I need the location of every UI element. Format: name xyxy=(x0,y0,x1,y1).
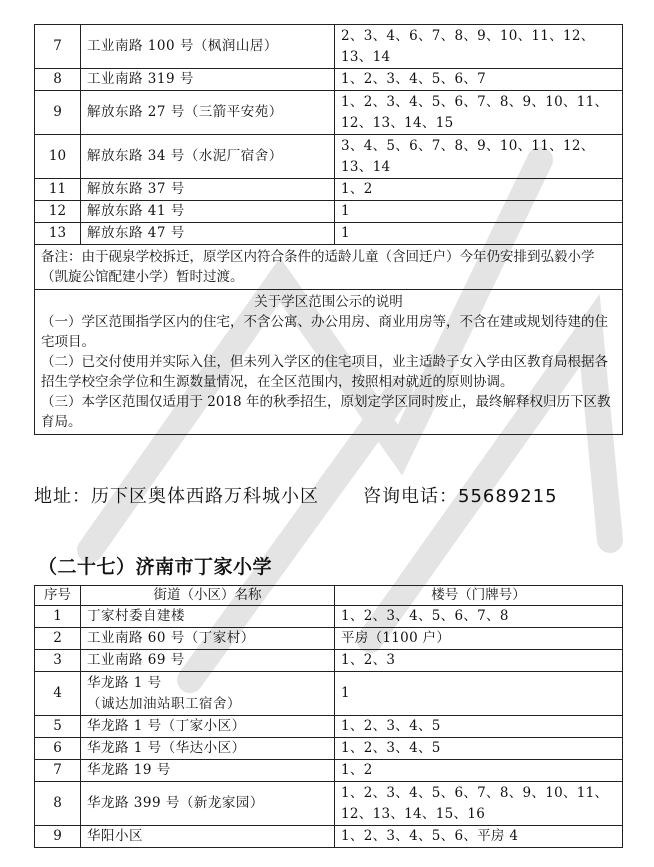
building-numbers: 3、4、5、6、7、8、9、10、11、12、13、14 xyxy=(335,135,623,179)
table-row xyxy=(35,25,623,69)
street-name: 华龙路 1 号（华达小区） xyxy=(81,738,335,760)
row-number: 4 xyxy=(35,672,81,716)
table-row xyxy=(35,760,623,782)
table-row xyxy=(35,738,623,760)
street-name: 华龙路 1 号 xyxy=(87,674,162,691)
building-numbers: 1、2 xyxy=(335,760,623,782)
header-building-numbers: 楼号（门牌号） xyxy=(335,586,623,606)
table-row xyxy=(35,606,623,628)
district-table-continued xyxy=(34,24,623,435)
row-number: 7 xyxy=(35,760,81,782)
contact-line xyxy=(34,482,558,508)
street-name: 解放东路 41 号 xyxy=(81,201,335,223)
street-name: 工业南路 60 号（丁家村） xyxy=(81,628,335,650)
street-name: 工业南路 100 号（枫润山居） xyxy=(81,25,335,69)
remark-row xyxy=(35,245,623,290)
street-name: 华阳小区 xyxy=(81,826,335,848)
row-number: 6 xyxy=(35,738,81,760)
notice-paragraph-1: （一）学区范围指学区内的住宅，不含公寓、办公用房、商业用房等，不含在建或规划待建的住宅项目。 xyxy=(41,314,608,350)
street-name: 解放东路 37 号 xyxy=(81,179,335,201)
building-numbers: 1、2、3、4、5、6、7 xyxy=(335,69,623,91)
row-number: 9 xyxy=(35,91,81,135)
table-row xyxy=(35,135,623,179)
table-row xyxy=(35,223,623,245)
building-numbers: 1、2 xyxy=(335,179,623,201)
street-name: 解放东路 47 号 xyxy=(81,223,335,245)
row-number: 13 xyxy=(35,223,81,245)
table-row xyxy=(35,716,623,738)
building-numbers: 1 xyxy=(335,223,623,245)
building-numbers: 1、2、3、4、5、6、7、8、9、10、11、12、13、14、15、16 xyxy=(335,782,623,826)
building-numbers: 平房（1100 户） xyxy=(335,628,623,650)
building-numbers: 2、3、4、6、7、8、9、10、11、12、13、14 xyxy=(335,25,623,69)
school-address: 地址：历下区奥体西路万科城小区 xyxy=(34,486,319,507)
building-numbers: 1、2、3 xyxy=(335,650,623,672)
building-numbers: 1 xyxy=(335,672,623,716)
remark-text: 备注：由于砚泉学校拆迁，原学区内符合条件的适龄儿童（含回迁户）今年仍安排到弘毅小学（凯旋公馆配建小学）暂时过渡。 xyxy=(35,245,623,290)
row-number: 7 xyxy=(35,25,81,69)
building-numbers: 1、2、3、4、5、6、7、8、9、10、11、12、13、14、15 xyxy=(335,91,623,135)
table-row xyxy=(35,628,623,650)
notice-title: 关于学区范围公示的说明 xyxy=(254,294,403,310)
row-number: 5 xyxy=(35,716,81,738)
header-street-name: 街道（小区）名称 xyxy=(81,586,335,606)
table-row xyxy=(35,201,623,223)
street-name: 华龙路 1 号（丁家小区） xyxy=(81,716,335,738)
building-numbers: 1、2、3、4、5、6、平房 4 xyxy=(335,826,623,848)
consult-phone: 咨询电话：55689215 xyxy=(363,486,558,507)
row-number: 8 xyxy=(35,69,81,91)
street-name: 工业南路 319 号 xyxy=(81,69,335,91)
table-row xyxy=(35,179,623,201)
street-name: 工业南路 69 号 xyxy=(81,650,335,672)
row-number: 3 xyxy=(35,650,81,672)
street-name: 解放东路 34 号（水泥厂宿舍） xyxy=(81,135,335,179)
district-table xyxy=(34,585,623,848)
street-name-detail: （诚达加油站职工宿舍） xyxy=(87,695,241,712)
table-row xyxy=(35,826,623,848)
row-number: 8 xyxy=(35,782,81,826)
row-number: 1 xyxy=(35,606,81,628)
table-row xyxy=(35,782,623,826)
table-row xyxy=(35,91,623,135)
table-header-row xyxy=(35,586,623,606)
row-number: 10 xyxy=(35,135,81,179)
notice-row xyxy=(35,290,623,435)
notice-paragraph-3: （三）本学区范围仅适用于 2018 年的秋季招生，原划定学区同时废止，最终解释权归历下区教育局。 xyxy=(41,394,611,430)
building-numbers: 1、2、3、4、5、6、7、8 xyxy=(335,606,623,628)
street-name: 华龙路 19 号 xyxy=(81,760,335,782)
section-title: （二十七）济南市丁家小学 xyxy=(38,556,273,578)
table-row xyxy=(35,672,623,716)
row-number: 12 xyxy=(35,201,81,223)
building-numbers: 1、2、3、4、5 xyxy=(335,716,623,738)
street-name: 丁家村委自建楼 xyxy=(81,606,335,628)
row-number: 9 xyxy=(35,826,81,848)
row-number: 2 xyxy=(35,628,81,650)
notice-cell xyxy=(35,290,623,435)
street-name: 华龙路 399 号（新龙家园） xyxy=(81,782,335,826)
table-row xyxy=(35,650,623,672)
row-number: 11 xyxy=(35,179,81,201)
notice-paragraph-2: （二）已交付使用并实际入住，但未列入学区的住宅项目，业主适龄子女入学由区教育局根据各招生学校空余学位和生源数量情况，在全区范围内，按照相对就近的原则协调。 xyxy=(41,354,608,390)
table-row xyxy=(35,69,623,91)
street-name: 解放东路 27 号（三箭平安苑） xyxy=(81,91,335,135)
building-numbers: 1、2、3、4、5 xyxy=(335,738,623,760)
street-name-cell xyxy=(81,672,335,716)
header-number: 序号 xyxy=(35,586,81,606)
building-numbers: 1 xyxy=(335,201,623,223)
